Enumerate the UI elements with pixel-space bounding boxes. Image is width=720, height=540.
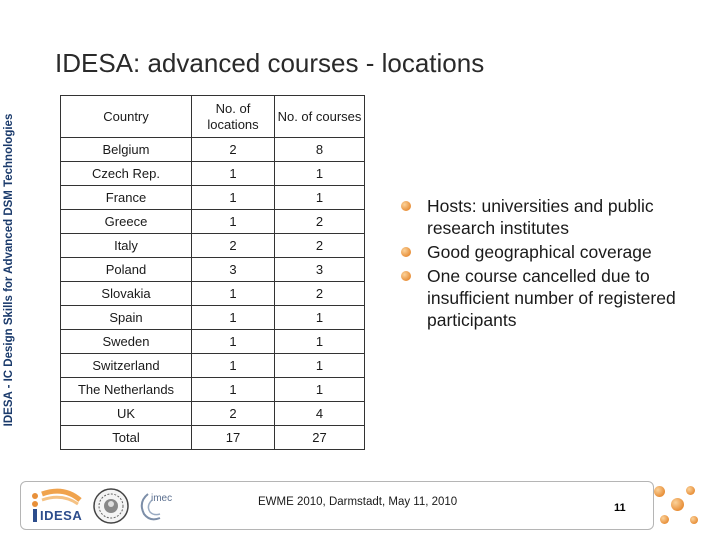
table-row <box>61 426 365 450</box>
cell-country: UK <box>61 402 192 426</box>
decorative-dot-icon <box>660 515 669 524</box>
cell-locations: 1 <box>192 162 275 186</box>
table-header-row <box>61 96 365 138</box>
bullet-dot-icon <box>401 201 411 211</box>
side-title-text: IDESA - IC Design Skills for Advanced DSM Technologies <box>3 113 15 427</box>
university-seal-logo <box>92 487 130 525</box>
table-row <box>61 378 365 402</box>
cell-courses: 1 <box>275 186 365 210</box>
cell-locations: 1 <box>192 306 275 330</box>
cell-courses: 1 <box>275 354 365 378</box>
bullet-item <box>400 241 700 263</box>
table-row <box>61 186 365 210</box>
decorative-dot-icon <box>690 516 698 524</box>
cell-locations: 17 <box>192 426 275 450</box>
cell-country: Sweden <box>61 330 192 354</box>
header-country: Country <box>61 96 192 138</box>
imec-logo <box>138 488 180 524</box>
bullet-dot-icon <box>401 247 411 257</box>
cell-courses: 1 <box>275 378 365 402</box>
table-row <box>61 282 365 306</box>
table-row <box>61 354 365 378</box>
cell-courses: 27 <box>275 426 365 450</box>
decorative-dot-icon <box>686 486 695 495</box>
cell-locations: 1 <box>192 354 275 378</box>
cell-locations: 1 <box>192 378 275 402</box>
cell-country: Czech Rep. <box>61 162 192 186</box>
bullet-item <box>400 265 700 331</box>
cell-locations: 2 <box>192 402 275 426</box>
cell-courses: 1 <box>275 330 365 354</box>
page-number: 11 <box>614 502 626 514</box>
cell-locations: 1 <box>192 210 275 234</box>
cell-courses: 3 <box>275 258 365 282</box>
cell-courses: 1 <box>275 306 365 330</box>
bullet-text: Good geographical coverage <box>427 242 652 262</box>
table-row <box>61 258 365 282</box>
table-row <box>61 306 365 330</box>
table-row <box>61 162 365 186</box>
seal-icon <box>92 487 130 525</box>
table-row <box>61 210 365 234</box>
cell-courses: 2 <box>275 210 365 234</box>
table-row <box>61 330 365 354</box>
cell-country: Total <box>61 426 192 450</box>
cell-country: France <box>61 186 192 210</box>
cell-courses: 2 <box>275 282 365 306</box>
bullet-text: One course cancelled due to insufficient number of registered participants <box>427 266 676 330</box>
decorative-dot-icon <box>671 498 684 511</box>
imec-logo-text: imec <box>151 493 173 504</box>
locations-table <box>60 95 365 450</box>
cell-locations: 2 <box>192 234 275 258</box>
header-courses: No. of courses <box>275 96 365 138</box>
cell-country: Poland <box>61 258 192 282</box>
table-row <box>61 138 365 162</box>
idesa-logo-text: IDESA <box>40 508 83 523</box>
cell-locations: 1 <box>192 186 275 210</box>
vertical-side-title <box>0 0 18 480</box>
cell-country: The Netherlands <box>61 378 192 402</box>
footer-event-text: EWME 2010, Darmstadt, May 11, 2010 <box>258 496 458 508</box>
bullet-item <box>400 195 700 239</box>
cell-country: Belgium <box>61 138 192 162</box>
cell-locations: 1 <box>192 330 275 354</box>
cell-country: Slovakia <box>61 282 192 306</box>
cell-country: Switzerland <box>61 354 192 378</box>
table-body <box>61 138 365 450</box>
slide-title: IDESA: advanced courses - locations <box>55 48 485 78</box>
bullet-text: Hosts: universities and public research institutes <box>427 196 654 238</box>
header-locations: No. of locations <box>192 96 275 138</box>
cell-locations: 1 <box>192 282 275 306</box>
cell-courses: 2 <box>275 234 365 258</box>
cell-locations: 2 <box>192 138 275 162</box>
cell-country: Spain <box>61 306 192 330</box>
table-row <box>61 234 365 258</box>
cell-courses: 4 <box>275 402 365 426</box>
cell-courses: 8 <box>275 138 365 162</box>
idesa-logo <box>28 486 86 526</box>
cell-courses: 1 <box>275 162 365 186</box>
cell-country: Greece <box>61 210 192 234</box>
decorative-dot-icon <box>654 486 665 497</box>
cell-country: Italy <box>61 234 192 258</box>
bullet-dot-icon <box>401 271 411 281</box>
bullet-list <box>400 195 700 333</box>
cell-locations: 3 <box>192 258 275 282</box>
table-row <box>61 402 365 426</box>
